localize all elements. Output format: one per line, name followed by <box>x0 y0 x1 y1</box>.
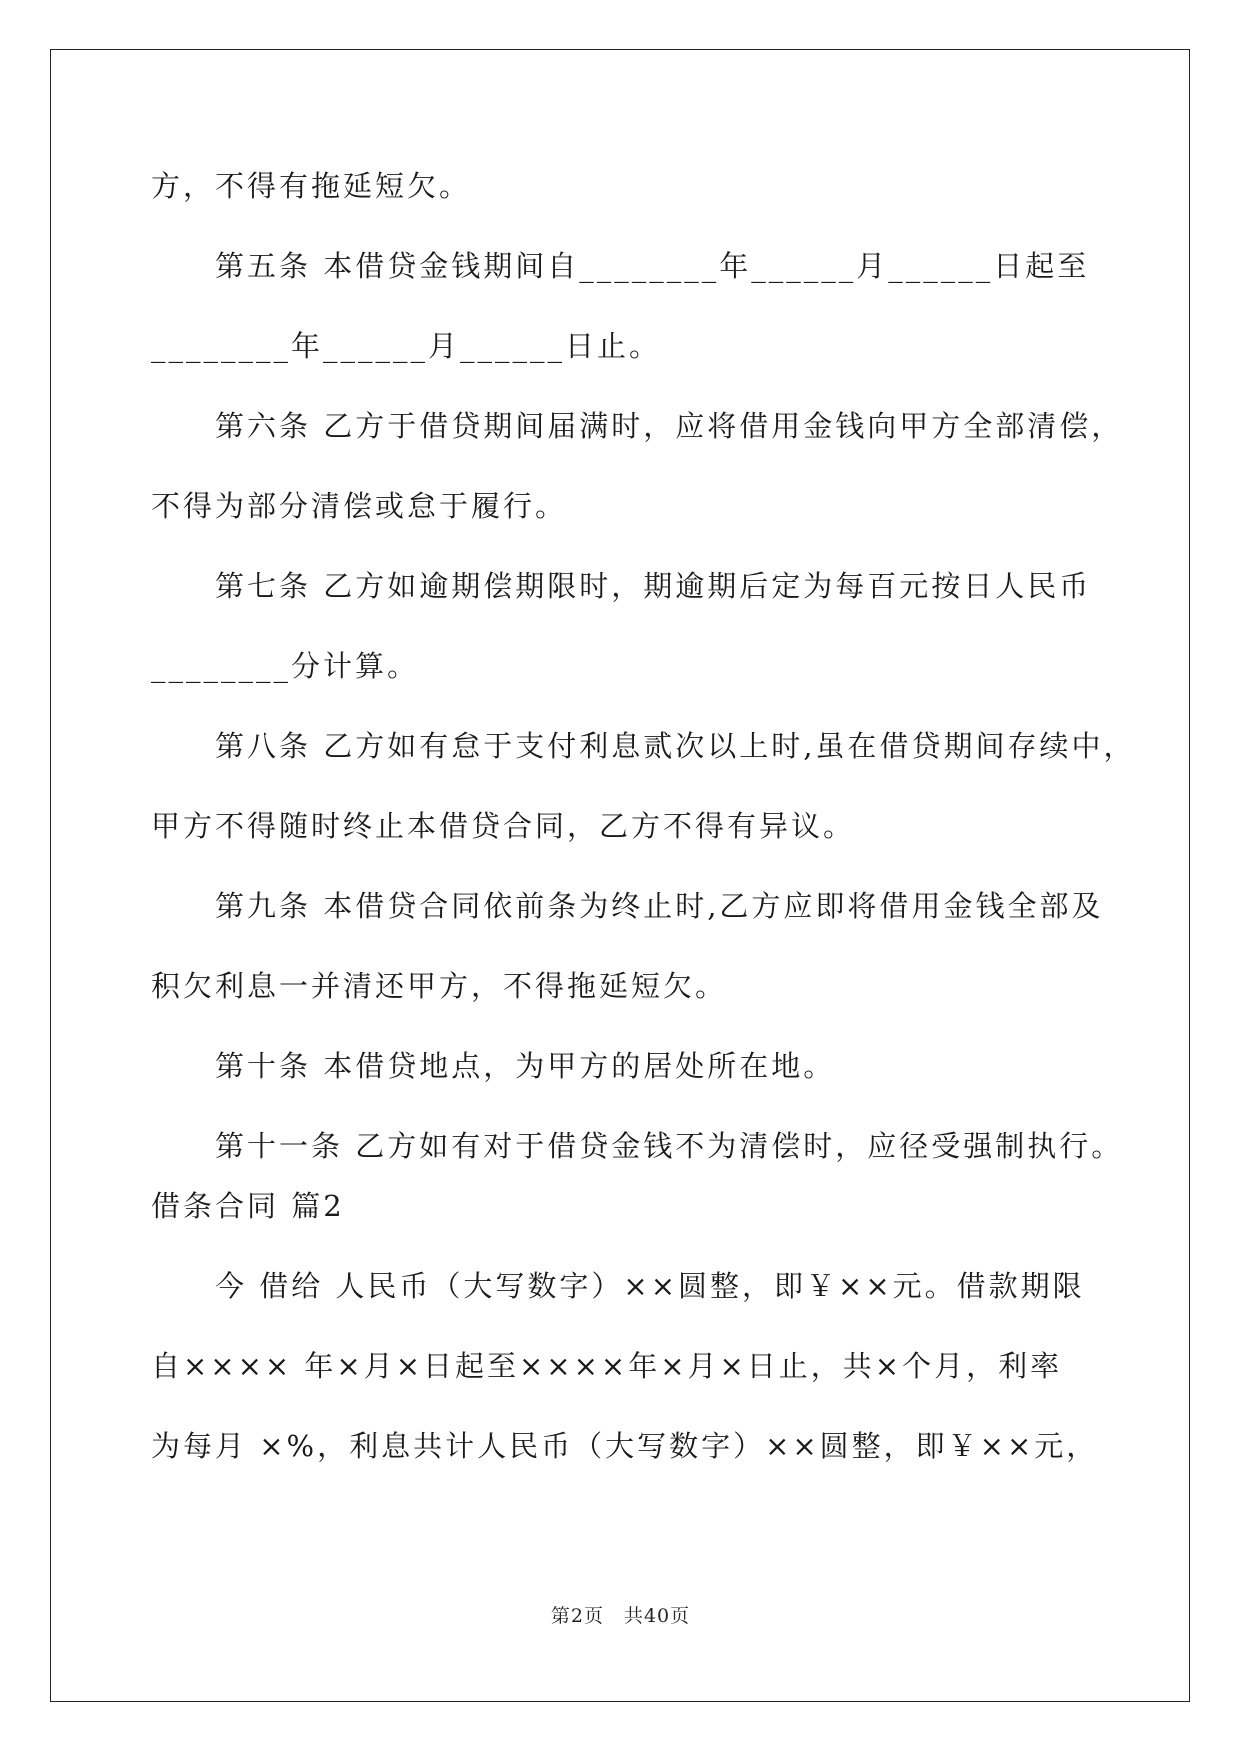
article-8-line-1: 第八条 乙方如有怠于支付利息贰次以上时,虽在借贷期间存续中， <box>215 729 1136 763</box>
article-10-line: 第十条 本借贷地点，为甲方的居处所在地。 <box>215 1049 836 1083</box>
article-6-line-1: 第六条 乙方于借贷期间届满时，应将借用金钱向甲方全部清偿， <box>215 409 1124 443</box>
article-9-line-2: 积欠利息一并清还甲方，不得拖延短欠。 <box>151 969 728 1003</box>
article-7-line-2: ________分计算。 <box>151 649 420 683</box>
article-11-line: 第十一条 乙方如有对于借贷金钱不为清偿时，应径受强制执行。 <box>215 1129 1124 1163</box>
loan-text-line-2: 自×××× 年×月×日起至××××年×月×日止，共×个月，利率 <box>151 1349 1063 1383</box>
article-5-line-1: 第五条 本借贷金钱期间自________年______月______日起至 <box>215 249 1090 283</box>
article-6-line-2: 不得为部分清偿或怠于履行。 <box>151 489 568 523</box>
section-heading: 借条合同 篇2 <box>151 1189 345 1223</box>
article-9-line-1: 第九条 本借贷合同依前条为终止时,乙方应即将借用金钱全部及 <box>215 889 1104 923</box>
text-line-1: 方，不得有拖延短欠。 <box>151 169 472 203</box>
article-7-line-1: 第七条 乙方如逾期偿期限时，期逾期后定为每百元按日人民币 <box>215 569 1092 603</box>
page-number-footer: 第2页 共40页 <box>550 1605 691 1627</box>
loan-text-line-1: 今 借给 人民币（大写数字）××圆整，即￥××元。借款期限 <box>215 1269 1085 1303</box>
article-8-line-2: 甲方不得随时终止本借贷合同，乙方不得有异议。 <box>151 809 856 843</box>
article-5-line-2: ________年______月______日止。 <box>151 329 662 363</box>
loan-text-line-3: 为每月 ×%，利息共计人民币（大写数字）××圆整，即￥××元， <box>151 1429 1099 1463</box>
